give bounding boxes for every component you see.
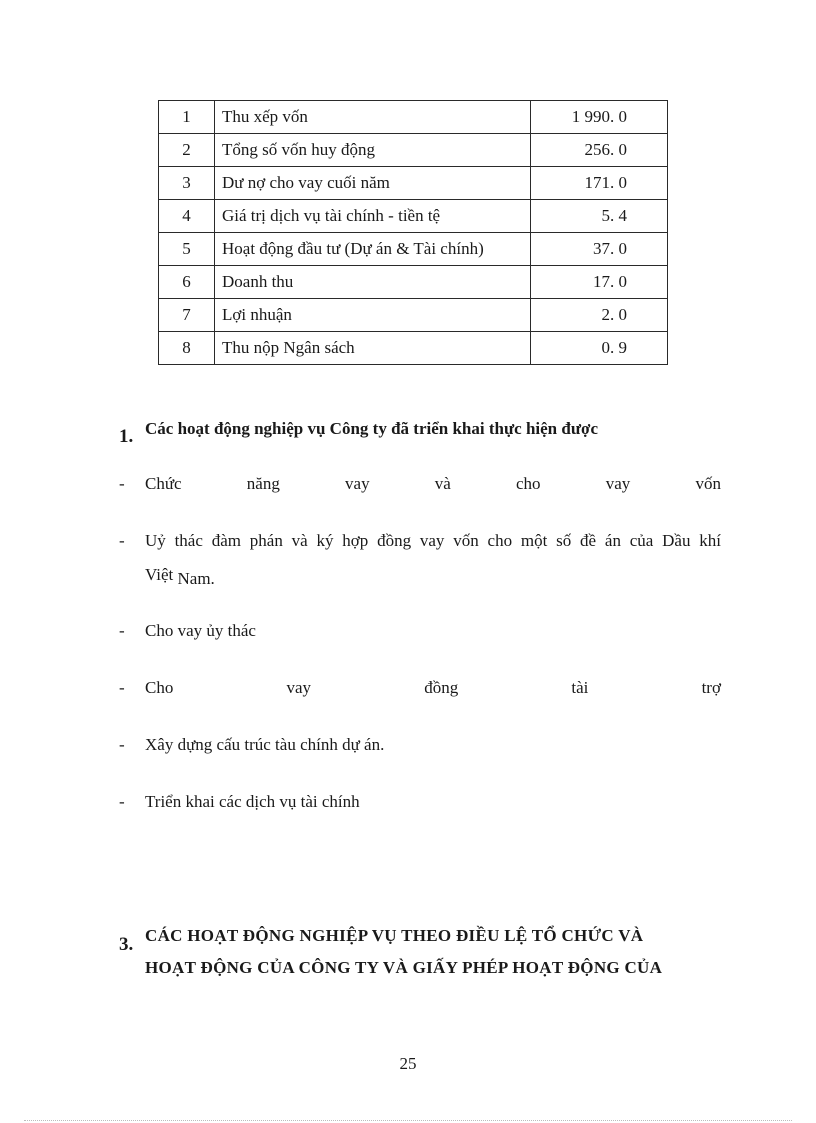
bullet-dash: -: [119, 735, 125, 754]
bullet-word: Chức: [145, 474, 182, 493]
bullet-word: vay: [605, 474, 631, 493]
bullet-word: vốn: [695, 474, 721, 493]
table-row: [159, 101, 668, 134]
row-label: Hoạt động đầu tư (Dự án & Tài chính): [215, 233, 531, 266]
section-3-number: 3.: [119, 934, 134, 955]
bullet-text: Xây dựng cấu trúc tàu chính dự án.: [145, 735, 385, 754]
bullet-dash: -: [119, 792, 125, 811]
bullet-word: đồng: [424, 678, 459, 697]
section-3-title-line-1: CÁC HOẠT ĐỘNG NGHIỆP VỤ THEO ĐIỀU LỆ TỔ CHỨC VÀ: [145, 926, 644, 945]
bullet-text: [145, 470, 721, 498]
row-label: Tổng số vốn huy động: [215, 134, 531, 167]
row-number: 4: [159, 200, 215, 233]
table-row: [159, 200, 668, 233]
section-1-title: Các hoạt động nghiệp vụ Công ty đã triển khai thực hiện được: [145, 419, 598, 438]
bullet-text: Triển khai các dịch vụ tài chính: [145, 792, 360, 811]
bullet-word: năng: [246, 474, 280, 493]
row-number: 7: [159, 299, 215, 332]
table-row: [159, 167, 668, 200]
page-number: 25: [399, 1054, 417, 1073]
bullet-word: tài: [571, 678, 589, 697]
row-value: 37. 0: [531, 233, 668, 266]
bullet-word: cho: [516, 474, 541, 493]
bullet-dash: -: [119, 531, 125, 550]
row-label: Dư nợ cho vay cuối năm: [215, 167, 531, 200]
bullet-word: và: [434, 474, 451, 493]
page-bottom-divider: [24, 1120, 792, 1121]
row-label: Giá trị dịch vụ tài chính - tiền tệ: [215, 200, 531, 233]
row-value: 17. 0: [531, 266, 668, 299]
row-label: Thu xếp vốn: [215, 101, 531, 134]
bullet-dash: -: [119, 678, 125, 697]
row-number: 1: [159, 101, 215, 134]
table-row: [159, 332, 668, 365]
row-number: 8: [159, 332, 215, 365]
table-row: [159, 134, 668, 167]
bullet-word: Cho: [145, 678, 174, 697]
row-value: 5. 4: [531, 200, 668, 233]
row-number: 5: [159, 233, 215, 266]
row-value: 0. 9: [531, 332, 668, 365]
row-value: 2. 0: [531, 299, 668, 332]
row-label: Lợi nhuận: [215, 299, 531, 332]
row-number: 6: [159, 266, 215, 299]
row-label: Thu nộp Ngân sách: [215, 332, 531, 365]
row-value: 1 990. 0: [531, 101, 668, 134]
bullet-word-viet: Việt: [145, 565, 174, 584]
table-row: [159, 266, 668, 299]
statistics-table: [158, 100, 668, 365]
bullet-word: trợ: [701, 678, 721, 697]
bullet-text-line-1: Uỷ thác đàm phán và ký hợp đồng vay vốn cho một số đề án của Dầu khí: [145, 531, 721, 550]
table-row: [159, 299, 668, 332]
table-row: [159, 233, 668, 266]
bullet-word: vay: [286, 678, 312, 697]
row-value: 256. 0: [531, 134, 668, 167]
bullet-word: vay: [345, 474, 370, 493]
bullet-dash: -: [119, 474, 125, 493]
bullet-dash: -: [119, 621, 125, 640]
row-value: 171. 0: [531, 167, 668, 200]
section-1-number: 1.: [119, 426, 134, 447]
bullet-text: Cho vay ủy thác: [145, 621, 256, 640]
bullet-word-nam: Nam.: [177, 569, 215, 588]
bullet-text-line-2: [145, 565, 215, 588]
section-3-title-line-2: HOẠT ĐỘNG CỦA CÔNG TY VÀ GIẤY PHÉP HOẠT ĐỘNG CỦA: [145, 958, 663, 977]
statistics-table-body: [159, 101, 668, 365]
bullet-text: [145, 674, 721, 702]
row-number: 3: [159, 167, 215, 200]
row-number: 2: [159, 134, 215, 167]
bullet-text: [145, 524, 721, 592]
row-label: Doanh thu: [215, 266, 531, 299]
